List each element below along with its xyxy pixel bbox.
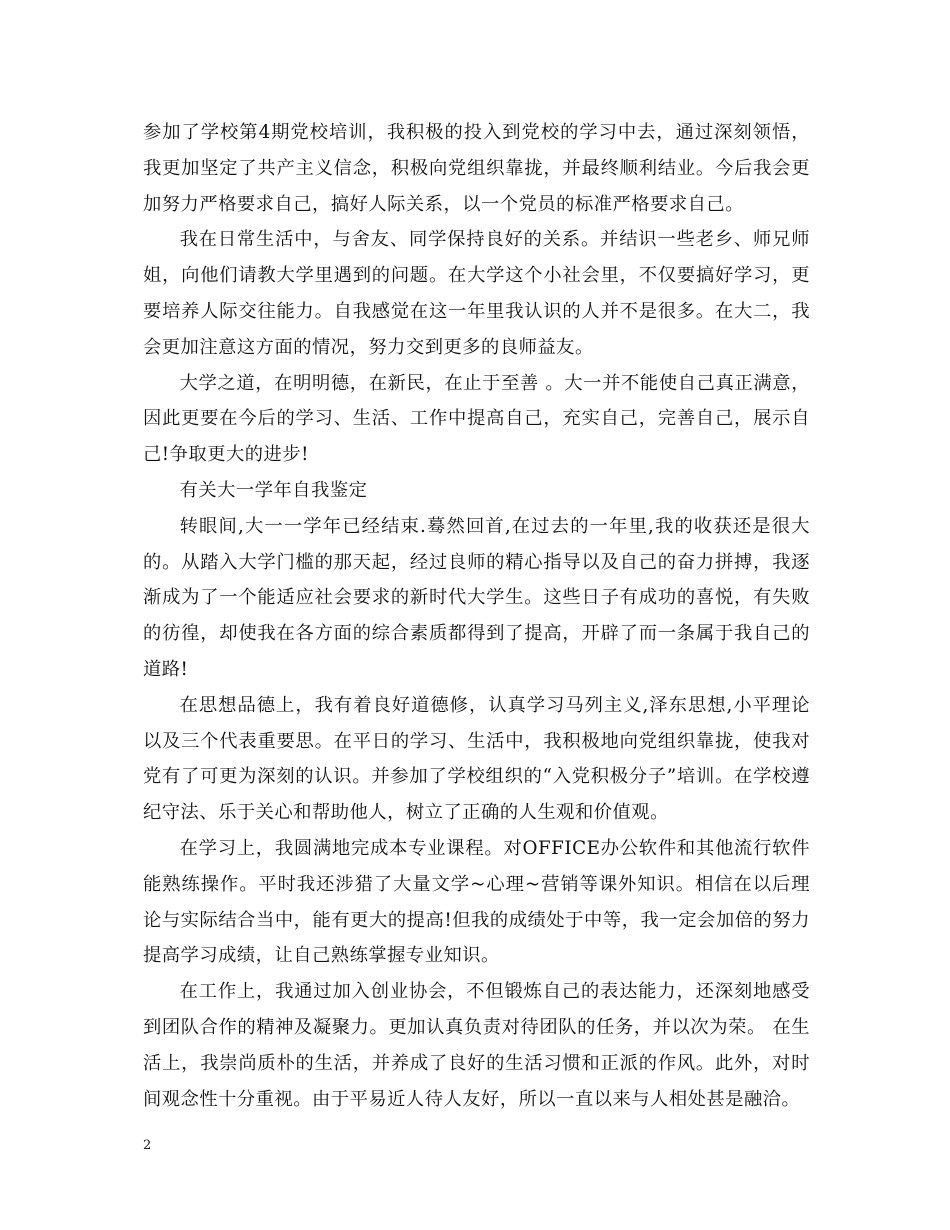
document-body <box>143 115 810 1117</box>
paragraph-ideology: 在思想品德上，我有着良好道德修，认真学习马列主义,泽东思想,小平理论以及三个代表重要思。在平日的学习、生活中，我积极地向党组织靠拢，使我对党有了可更为深刻的认识。并参加了学校组织的“入党积极分子”培训。在学校遵纪守法、乐于关心和帮助他人，树立了正确的人生观和价值观。 <box>143 694 810 824</box>
paragraph-relationships: 我在日常生活中，与舍友、同学保持良好的关系。并结识一些老乡、师兄师姐，向他们请教大学里遇到的问题。在大学这个小社会里，不仅要搞好学习，更要培养人际交往能力。自我感觉在这一年里我认识的人并不是很多。在大二，我会更加注意这方面的情况，努力交到更多的良师益友。 <box>143 229 810 358</box>
paragraph-party-school-continued: 参加了学校第4期党校培训，我积极的投入到党校的学习中去，通过深刻领悟，我更加坚定了共产主义信念，积极向党组织靠拢，并最终顺利结业。今后我会更加努力严格要求自己，搞好人际关系，以一个党员的标准严格要求自己。 <box>143 122 810 215</box>
section-heading: 有关大一学年自我鉴定 <box>179 479 368 501</box>
page-number: 2 <box>143 1138 152 1153</box>
paragraph-university-way: 大学之道，在明明德，在新民，在止于至善 。大一并不能使自己真正满意，因此更要在今后的学习、生活、工作中提高自己，充实自己，完善自己，展示自己!争取更大的进步! <box>143 372 810 466</box>
paragraph-work-life: 在工作上，我通过加入创业协会，不但锻炼自己的表达能力，还深刻地感受到团队合作的精神及凝聚力。更加认真负责对待团队的任务，并以次为荣。 在生活上，我崇尚质朴的生活，并养成了良好的生活习惯和正派的作风。此外，对时间观念性十分重视。由于平易近人待人友好，所以一直以来与人相处甚是融洽。 <box>143 981 810 1110</box>
paragraph-year-review: 转眼间,大一一学年已经结束.蓦然回首,在过去的一年里,我的收获还是很大的。从踏入大学门槛的那天起，经过良师的精心指导以及自己的奋力拼搏，我逐渐成为了一个能适应社会要求的新时代大学生。这些日子有成功的喜悦，有失败的彷徨，却使我在各方面的综合素质都得到了提高，开辟了而一条属于我自己的道路! <box>143 515 810 680</box>
paragraph-study: 在学习上，我圆满地完成本专业课程。对OFFICE办公软件和其他流行软件能熟练操作。平时我还涉猎了大量文学~心理~营销等课外知识。相信在以后理论与实际结合当中，能有更大的提高!但我的成绩处于中等，我一定会加倍的努力提高学习成绩，让自己熟练掌握专业知识。 <box>143 837 810 967</box>
